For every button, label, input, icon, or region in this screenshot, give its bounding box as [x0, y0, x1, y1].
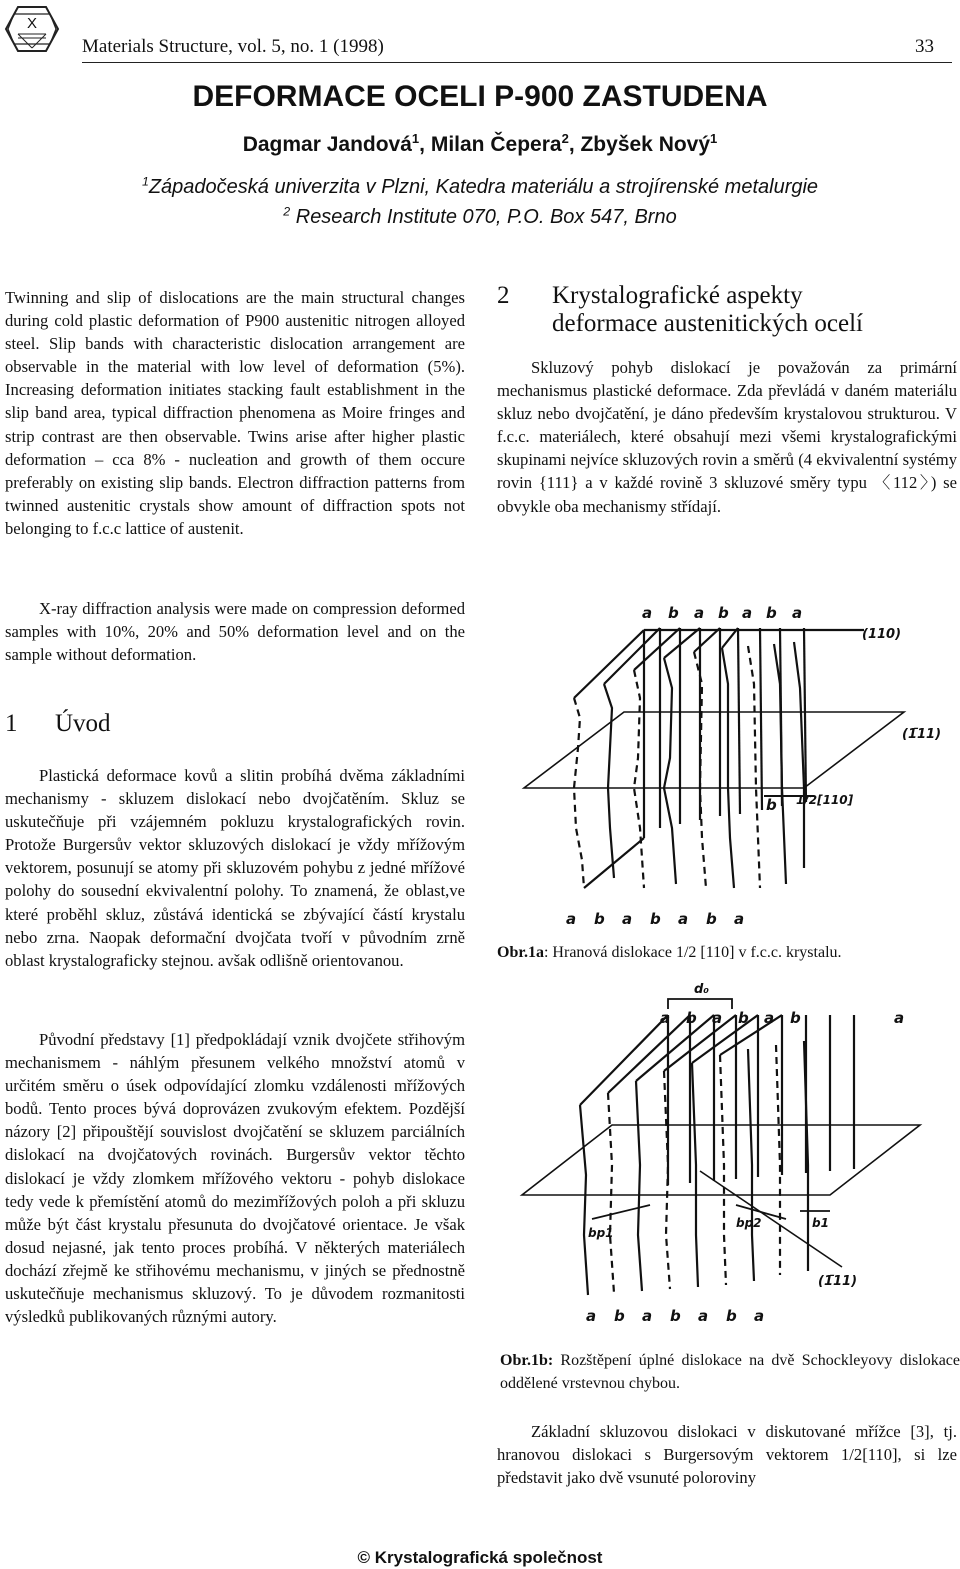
- figure-1a-caption: [497, 941, 842, 964]
- section-2-title: [552, 282, 863, 338]
- figure-1a: [504, 588, 952, 934]
- fig1a-bottom-label: a: [622, 910, 633, 928]
- fig1b-top-label: a: [712, 1009, 723, 1027]
- fig1b-top-label: a: [660, 1009, 671, 1027]
- fig1b-bottom-label: a: [642, 1307, 653, 1325]
- fig1b-top-label: b: [686, 1009, 697, 1027]
- affiliation-1: [0, 176, 960, 199]
- fig1b-top-label: b: [790, 1009, 801, 1027]
- section-2-paragraph-1: Skluzový pohyb dislokací je považován za primární mechanismus plastické deformace. Zda převládá v daném materiálu skluz nebo dvojčatění, je dáno především krystalovou strukturou. V f.c.c. materiálech, které obsahují mezi všemi krystalografickými skupinami nejvíce skluzových rovin a směrů (4 ekvivalentní systémy rovin {111} a v každé rovině 3 skluzové směry typu 〈112〉) se obvykle oba mechanismy střídají.: [497, 358, 957, 516]
- section-2-title-line-1: Krystalografické aspekty: [552, 282, 803, 309]
- author-1: Dagmar Jandová: [242, 133, 412, 156]
- fig1a-top-label: b: [668, 604, 679, 622]
- fig1a-plane-111: (1̄11): [902, 727, 942, 742]
- fig1b-d0: d₀: [694, 982, 709, 997]
- section-1-title: Úvod: [55, 710, 111, 737]
- crystal-logo-icon: [4, 4, 60, 54]
- fig1a-plane-110: (110): [862, 627, 902, 642]
- fig1b-bottom-label: b: [670, 1307, 681, 1325]
- header-rule: [82, 62, 952, 63]
- fig1a-top-label: a: [742, 604, 753, 622]
- fig1b-bottom-label: a: [698, 1307, 709, 1325]
- fig1a-bottom-label: a: [566, 910, 577, 928]
- affiliation-2-mark: 2: [283, 204, 291, 219]
- figure-1a-caption-label: Obr.1a: [497, 944, 544, 961]
- fig1a-b-value: 1/2[110]: [796, 793, 854, 807]
- fig1b-bottom-label: b: [726, 1307, 737, 1325]
- author-list: [0, 133, 960, 157]
- fig1a-b-label: b: [766, 796, 777, 814]
- fig1a-bottom-label: b: [650, 910, 661, 928]
- fig1b-top-label: a: [764, 1009, 775, 1027]
- affiliation-2: [0, 206, 960, 229]
- figure-1a-caption-text: : Hranová dislokace 1/2 [110] v f.c.c. krystalu.: [543, 944, 842, 961]
- author-2-affil: 2: [561, 131, 569, 146]
- fig1a-bottom-label: a: [734, 910, 745, 928]
- fig1b-bp1: bp1: [588, 1226, 614, 1240]
- section-1-heading: [5, 710, 111, 738]
- section-2-heading: [497, 282, 957, 342]
- fig1b-top-label: b: [738, 1009, 749, 1027]
- fig1b-plane-111: (1̄11): [818, 1274, 858, 1289]
- section-2-number: 2: [497, 282, 510, 309]
- fig1b-bottom-label: a: [586, 1307, 597, 1325]
- figure-1b-caption: [500, 1349, 960, 1395]
- logo-letter: X: [26, 15, 38, 32]
- section-2-title-line-2: deformace austenitických ocelí: [552, 310, 863, 337]
- journal-citation: Materials Structure, vol. 5, no. 1 (1998): [82, 36, 384, 57]
- fig1b-bp2: bp2: [736, 1216, 762, 1230]
- edge-dislocation-diagram: [504, 588, 952, 934]
- author-1-affil: 1: [411, 131, 420, 146]
- journal-logo: [4, 4, 60, 54]
- figure-1b: [500, 975, 952, 1335]
- article-title: DEFORMACE OCELI P-900 ZASTUDENA: [192, 80, 768, 113]
- page-number: 33: [915, 36, 934, 57]
- section-1-number: 1: [5, 710, 18, 737]
- author-3: , Zbyšek Nový: [568, 133, 711, 156]
- fig1a-top-label: b: [718, 604, 729, 622]
- fig1a-top-label: a: [792, 604, 803, 622]
- footer-copyright: © Krystalografická společnost: [357, 1548, 603, 1567]
- section-2-paragraph-2: Základní skluzovou dislokaci v diskutované mřížce [3], tj. hranovou dislokaci s Burgersovým vektorem 1/2[110], si lze představit jako dvě vsunuté poloroviny: [497, 1422, 957, 1488]
- figure-1b-caption-label: Obr.1b:: [500, 1352, 554, 1369]
- fig1b-top-label: a: [894, 1009, 905, 1027]
- fig1a-bottom-label: b: [706, 910, 717, 928]
- figure-1b-caption-text: Rozštěpení úplné dislokace na dvě Schockleyovy dislokace oddělené vrstevnou chybou.: [500, 1352, 960, 1392]
- partial-dislocation-diagram: [500, 975, 952, 1335]
- fig1a-top-label: a: [694, 604, 705, 622]
- abstract-paragraph-1: Twinning and slip of dislocations are the main structural changes during cold plastic deformation of P900 austenitic nitrogen alloyed steel. Slip bands with characteristic dislocation arrangement are observable in the material with low level of deformation (5%). Increasing deformation initiates stacking fault establishment in the slip band area, typical diffraction phenomena as Moire fringes and strip contrast are then observable. Twins arise after higher plastic deformation – cca 8% - nucleation and growth of them occure preferably on existing slip bands. Electron diffraction patterns from twinned austenitic crystals show amount of diffraction spots not belonging to f.c.c lattice of austenit.: [5, 288, 465, 538]
- affiliation-1-text: Západočeská univerzita v Plzni, Katedra materiálu a strojírenské metalurgie: [148, 176, 819, 198]
- fig1b-bottom-label: a: [754, 1307, 765, 1325]
- section-1-paragraph-1: Plastická deformace kovů a slitin probíhá dvěma základními mechanismy - skluzem dislokací nebo dvojčatěním. Skluz se uskutečňuje při vzájemném pokluzu krystalografických rovin. Protože Burgersův vektor skluzových dislokací je vždy mřížovým vektorem, posunují se atomy při skluzovém pohybu z jedné mřížové polohy do sousední ekvivalentní polohy. To znamená, že oblast,ve které proběhl skluz, zůstává identická se zbývající částí krystalu nebo zrna. Naopak deformační dvojčata tvoří v původním zrně oblast krystalograficky stejnou. avšak odlišně orientovanou.: [5, 766, 465, 970]
- fig1a-bottom-label: a: [678, 910, 689, 928]
- abstract-paragraph-2: X-ray diffraction analysis were made on compression deformed samples with 10%, 20% and 50% deformation level and on the sample without deformation.: [5, 599, 465, 665]
- fig1a-bottom-label: b: [594, 910, 605, 928]
- fig1a-top-label: a: [642, 604, 653, 622]
- author-2: , Milan Čepera: [419, 133, 562, 156]
- affiliation-1-mark: 1: [141, 174, 149, 189]
- section-1-paragraph-2: Původní představy [1] předpokládají vznik dvojčete střihovým mechanismem - náhlým přesunem velkého množství atomů v určitém směru o úsek odpovídající zlomku vzdálenosti mřížových bodů. Tento proces bývá doprovázen zvukovým efektem. Pozdější názory [2] připouštějí souvislost dvojčatění se skluzem parciálních dislokací na dvojčatových rovinách. Burgersův vektor těchto dislokací je vždy zlomkem mřížového vektoru - pohyb dislokace tedy vede k přemístění atomů do mezimřížových poloh a při skluzu může být část krystalu přesunuta do dvojčatové orientace. Je však dosud nejasné, jak tento proces probíhá. V některých materiálech dochází zřejmě ke střihovému mechanismu, v jiných se přednostně uskutečňuje mechanismus skluzový. To je důvodem rozmanitosti výsledků publikovaných různými autory.: [5, 1030, 465, 1327]
- author-3-affil: 1: [710, 131, 718, 146]
- fig1b-b1: b1: [812, 1216, 829, 1230]
- fig1b-bottom-label: b: [614, 1307, 625, 1325]
- affiliation-2-text: Research Institute 070, P.O. Box 547, Brno: [290, 206, 677, 228]
- fig1a-top-label: b: [766, 604, 777, 622]
